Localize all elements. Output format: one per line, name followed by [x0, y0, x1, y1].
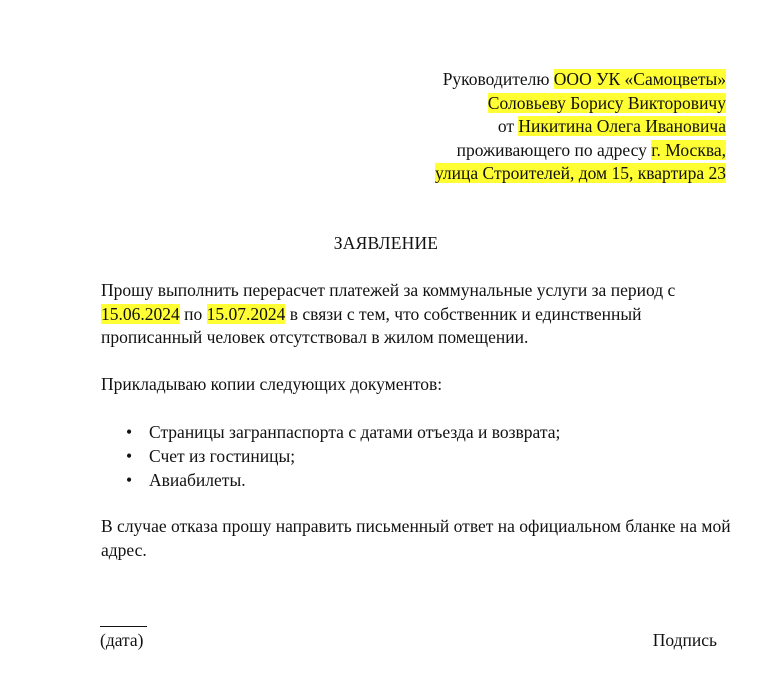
request-text-end: в связи с тем, что собственник и единственный прописанный человек отсутствовал в жилом помещении.	[101, 303, 642, 347]
address-prefix: проживающего по адресу	[456, 139, 652, 160]
address-line-2	[435, 162, 726, 186]
addressee-line-1	[435, 68, 726, 92]
attachments-list	[101, 420, 721, 492]
sender-prefix: от	[497, 116, 519, 136]
signature-label: Подпись	[652, 630, 717, 650]
list-item	[101, 444, 721, 468]
bullet-icon: •	[126, 422, 133, 442]
address-street: улица Строителей, дом 15, квартира 23	[434, 163, 726, 183]
addressee-prefix: Руководителю	[442, 69, 554, 89]
list-item	[101, 420, 721, 444]
list-item-text: Страницы загранпаспорта с датами отъезда и возврата;	[149, 422, 561, 442]
address-line-1	[435, 139, 726, 163]
bullet-icon: •	[126, 446, 133, 466]
request-paragraph	[101, 279, 731, 350]
list-item	[101, 468, 721, 492]
sender-name: Никитина Олега Ивановича	[518, 116, 726, 136]
sender-line	[435, 115, 726, 139]
addressee-block	[435, 68, 726, 186]
date-to: 15.07.2024	[206, 303, 286, 324]
bullet-icon: •	[126, 470, 133, 490]
response-request-paragraph: В случае отказа прошу направить письменный ответ на официальном бланке на мой адрес.	[101, 516, 731, 560]
company-name: ООО УК «Самоцветы»	[553, 69, 726, 89]
request-text-middle: по	[179, 303, 207, 324]
addressee-line-2	[435, 92, 726, 116]
attachments-intro: Прикладываю копии следующих документов:	[101, 374, 443, 394]
date-block	[100, 609, 147, 652]
address-city: г. Москва,	[651, 139, 726, 160]
date-label: (дата)	[100, 630, 144, 650]
document-title: ЗАЯВЛЕНИЕ	[333, 233, 439, 253]
date-from: 15.06.2024	[101, 303, 180, 324]
list-item-text: Счет из гостиницы;	[149, 446, 296, 466]
director-name: Соловьеву Борису Викторовичу	[487, 92, 726, 113]
request-text-start: Прошу выполнить перерасчет платежей за коммунальные услуги за период с	[101, 280, 676, 300]
date-underline	[100, 626, 147, 627]
list-item-text: Авиабилеты.	[149, 470, 246, 490]
